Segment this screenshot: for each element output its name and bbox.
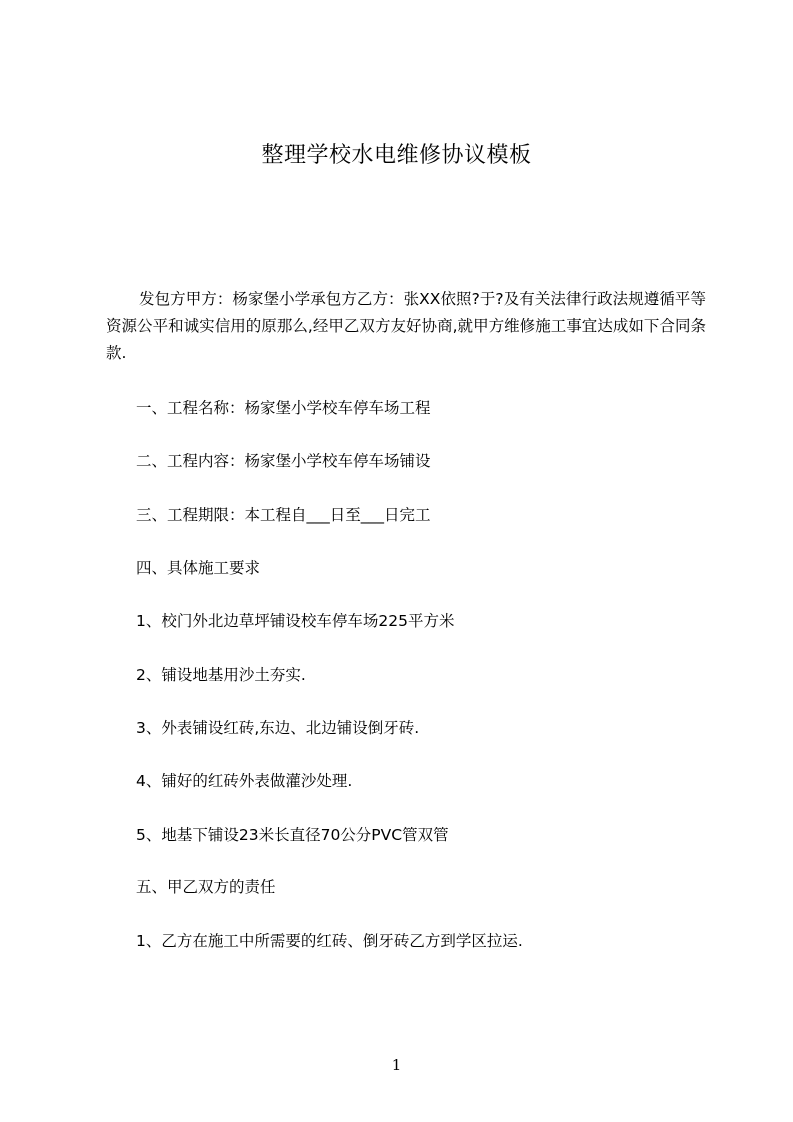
document-title: 整理学校水电维修协议模板 bbox=[261, 143, 532, 168]
clause-project-name: 一、工程名称：杨家堡小学校车停车场工程 bbox=[136, 399, 431, 417]
intro-paragraph: 发包方甲方：杨家堡小学承包方乙方：张XX依照?于?及有关法律行政法规遵循平等资源公平和诚实信用的原那么,经甲乙双方友好协商,就甲方维修施工事宜达成如下合同条款. bbox=[106, 290, 706, 362]
requirement-item: 4、铺好的红砖外表做灌沙处理. bbox=[136, 772, 353, 790]
requirement-item: 5、地基下铺设23米长直径70公分PVC管双管 bbox=[136, 826, 449, 844]
responsibility-item: 1、乙方在施工中所需要的红砖、倒牙砖乙方到学区拉运. bbox=[136, 932, 523, 950]
requirement-item: 1、校门外北边草坪铺设校车停车场225平方米 bbox=[136, 612, 455, 630]
requirement-item: 3、外表铺设红砖,东边、北边铺设倒牙砖. bbox=[136, 719, 420, 737]
section-construction-requirements: 四、具体施工要求 bbox=[136, 559, 261, 577]
requirement-item: 2、铺设地基用沙土夯实. bbox=[136, 666, 306, 684]
clause-project-period: 三、工程期限：本工程自___日至___日完工 bbox=[136, 506, 431, 524]
clause-project-content: 二、工程内容：杨家堡小学校车停车场铺设 bbox=[136, 452, 431, 470]
section-party-responsibilities: 五、甲乙双方的责任 bbox=[136, 878, 276, 896]
page-number: 1 bbox=[391, 1056, 402, 1074]
